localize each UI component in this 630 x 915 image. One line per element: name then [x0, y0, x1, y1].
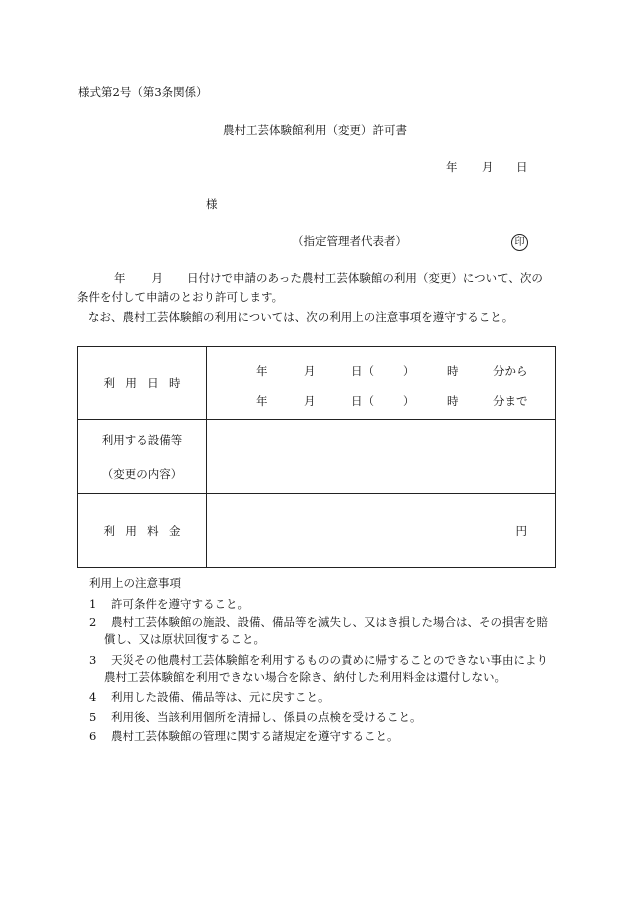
document-title: 農村工芸体験館利用（変更）許可書 — [223, 123, 407, 137]
start-minute: 分から — [493, 364, 528, 378]
permit-table — [77, 346, 556, 568]
end-day: 日（ — [351, 394, 374, 408]
note-item — [89, 689, 559, 706]
end-hour: 時 — [447, 394, 459, 408]
para-year-label: 年 — [114, 271, 126, 285]
table-row-datetime — [78, 347, 556, 420]
note-item — [89, 709, 559, 726]
para-month-label: 月 — [151, 271, 163, 285]
note-text: 利用後、当該利用個所を清掃し、係員の点検を受けること。 — [111, 710, 422, 724]
fee-label-cell — [78, 494, 207, 568]
change-detail-label: （変更の内容） — [101, 466, 183, 481]
start-paren: ） — [403, 364, 415, 378]
date-year-label: 年 — [446, 160, 458, 174]
yen-unit: 円 — [515, 523, 527, 538]
addressee-suffix: 様 — [206, 197, 218, 211]
compliance-paragraph: なお、農村工芸体験館の利用については、次の利用上の注意事項を遵守すること。 — [88, 310, 514, 324]
notes-title: 利用上の注意事項 — [89, 576, 181, 590]
end-month: 月 — [304, 394, 316, 408]
fee-label: 利用料金 — [103, 523, 191, 538]
note-item — [89, 614, 559, 648]
note-number: 6 — [89, 729, 97, 743]
end-paren: ） — [403, 394, 415, 408]
form-number: 様式第2号（第3条関係） — [78, 85, 208, 99]
note-number: 4 — [89, 690, 97, 704]
fee-value-cell — [207, 494, 556, 568]
start-year: 年 — [256, 364, 268, 378]
note-text: 天災その他農村工芸体験館を利用するものの責めに帰することのできない事由により農村工芸体験館を利用できない場合を除き、納付した利用料金は還付しない。 — [104, 653, 548, 684]
equipment-label: 利用する設備等 — [101, 432, 183, 447]
datetime-value-cell — [207, 347, 556, 420]
note-item — [89, 596, 559, 613]
note-number: 2 — [89, 615, 97, 629]
equipment-label-cell — [78, 420, 207, 494]
end-datetime-line — [207, 393, 555, 407]
note-number: 3 — [89, 653, 97, 667]
equipment-value-cell — [207, 420, 556, 494]
datetime-label-cell — [78, 347, 207, 420]
note-number: 5 — [89, 710, 97, 724]
note-item — [89, 728, 559, 745]
datetime-label: 利用日時 — [103, 376, 191, 390]
end-year: 年 — [256, 394, 268, 408]
note-text: 農村工芸体験館の管理に関する諸規定を遵守すること。 — [111, 729, 399, 743]
note-text: 許可条件を遵守すること。 — [111, 597, 249, 611]
para-text: 日付けで申請のあった農村工芸体験館の利用（変更）について、次の条件を付して申請のとおり許可します。 — [77, 271, 543, 304]
note-text: 農村工芸体験館の施設、設備、備品等を滅失し、又はき損した場合は、その損害を賠償し、又は原状回復すること。 — [104, 615, 548, 646]
note-text: 利用した設備、備品等は、元に戻すこと。 — [111, 690, 330, 704]
end-minute: 分まで — [493, 394, 528, 408]
seal-mark: 印 — [511, 234, 528, 251]
note-item — [89, 652, 559, 686]
note-number: 1 — [89, 597, 97, 611]
start-hour: 時 — [447, 364, 459, 378]
start-day: 日（ — [351, 364, 374, 378]
start-datetime-line — [207, 363, 555, 377]
start-month: 月 — [304, 364, 316, 378]
permit-paragraph — [77, 269, 551, 307]
table-row-fee — [78, 494, 556, 568]
date-day-label: 日 — [516, 160, 528, 174]
date-month-label: 月 — [482, 160, 494, 174]
table-row-equipment — [78, 420, 556, 494]
issuer-label: （指定管理者代表者） — [292, 234, 407, 248]
